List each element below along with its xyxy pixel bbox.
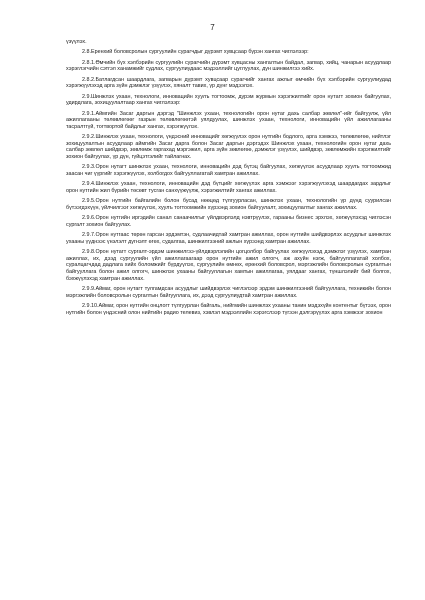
paragraph: 2.9.6.Орон нутгийн иргэдийн санал санаачилгыг үйлдвэрлэлд нэвтрүүлэх, гарааны бизнес эрхлэх, хөгжүүлэхэд чиглэсэн сургалт зохион байгуулах. bbox=[66, 215, 391, 228]
paragraph: 2.9.10.Аймаг, орон нутгийн онцлогт түлгуурлан байгаль, нийгмийн шинжлэх ухааны танин мэдэхүйн контентыг бүтээх, орон нутгийн болон үндэсний олон нийтийн радио телевиз, хэвлэл мэдээллийн хэрэгслээр түгээн дэлгэрүүлэх арга хэмжээг зохион bbox=[66, 302, 391, 316]
paragraph: 2.9.5.Орон нутгийн байгалийн болон бусад нөөцөд түлгуурласан, шинжлэх ухаан, технологийн үр дүнд суурилсан бүтээгдэхүүн, үйлчилгээг хөгжүүлэх, хуулъ тогтоомжийн хүрээнд зохион байгуулалт, зохицуулалтыг хангах ажиллах. bbox=[66, 198, 391, 211]
paragraph: 2.9.7.Орон нутгаас төрөн гарсан эрдэмтэн, судлаачидтай хамтран ажиллах, орон нутгийн шийдвэрлэх асуудлыг шинжлэх ухааны үүднээс үнэлэлт дүгнэлт өгөх, судалгаа, шинжилгээний ажлын хүрээнд хамтран ажиллах. bbox=[66, 232, 391, 245]
paragraph: 2.8.Еренхий боловсролын сургуулийн сурагчдыг дүрэмт хувцсаар бүрэн хангах чиглэлээр: bbox=[82, 49, 309, 56]
paragraph: 2.9.9.Аймаг, орон нутагт тулгамдсан асуудлыг шийдвэрлэх чиглэлээр эрдэм шинжилгээний байгууллага, техникийн болон мэргэжлийн боловсролын сургалтын байгууллага, их, дээд сургуулиудтай хамтран ажиллах. bbox=[66, 285, 391, 299]
paragraph: 2.9.3.Орон нутагт шинжлэх ухаан, технологи, инновацийн дэд бүтэц байгуулах, хөгжүүлэх асуудлаар хуулъ тогтоомжид заасан чиг үүргийг хэрэгжүүлэх, холбогдох байгууллагатай хамтран ажиллах. bbox=[66, 164, 391, 177]
paragraph: үзүүлэх. bbox=[66, 39, 87, 45]
paragraph: 2.9.2.Шинжлэх ухаан, технологи, үндэсний инновацийг хөгжүүлэх орон нутгийн бодлого, арга хэмжээ, төлөвлөгөө, нийтлэг зохицуулалтын асуудлаар аймгийн Засаг дарга болон Засаг даргын дэргэдэх Шинжлэх ухаан, технологийн орон нутаг дахь салбар зөвлөл шийдвэр, зөвлөмж гаргахад мэргэжил, арга зүйн зөвлөгөө, дэмжлэг үзүүлэх, шийдвэр, зөвлөмжийн хэрэгжилтийг зохион байгуулах, үр дүн, гүйцэтгэлийг тайлагнах. bbox=[66, 134, 391, 160]
paragraph: 2.8.2.Батлагдсан шаардлага, загварын дүрэмт хувцсаар сурагчийг хангах ажлыг өмчийн бүх хэлбэрийн сургуулиудад хэрэгжүүлэхэд арга зүйн дэмжлэг үзүүлэх, хяналт тавих, үр дүнг мэдээлэх. bbox=[66, 76, 391, 90]
page-number: 7 bbox=[210, 23, 215, 32]
paragraph: 2.9.1.Аймгийн Засаг даргын дэргэд "Шинжлэх ухаан, технологийн орон нутаг дахь салбар зөвлөл"-ийг байгуулж, үйл ажиллагааны төлөвлөгөөг газрын төлөвлөгөөтэй уялдуулах, шинжлэх ухаан, технологи, инновацийн үйл ажиллагааны тасралтгүй, тогтвортой байдлыг хангах, хэрэгжүүлэх. bbox=[66, 110, 391, 130]
paragraph: 2.9.Шинжлэх ухаан, технологи, инновацийн хуулъ тогтоомж, дүрэм журмын хэрэгжилтийг орон нутагт зохион байгуулах, удирдлага, зохицуулалтаар хангах чиглэлээр: bbox=[66, 93, 391, 107]
paragraph: 2.8.1.Өмчийн бүх хэлбэрийн сургуулийн сурагчийн дүрэмт хувцасны хангалтын байдал, загвар, хийц, чанарын асуудлаар хэрэглэгчийн сэтгэл ханамжийг судлах, сургуулиудаас мэдээллийг цуглуулах, дүн шинжилгээ хийх. bbox=[66, 59, 391, 73]
document-body bbox=[66, 39, 391, 316]
paragraph: 2.9.8.Орон нутагт сургалт-эрдэм шинжилгээ-үйлдвэрлэлийн цогцолбор байгуулах хөгжүүлэхэд дэмжлэг үзүүлэх, хамтран ажиллах, их, дээд сургуулийн үйл ажиллагаагаар орон нутгийн ажил олгогч, аж ахуйн нэгж, байгууллагатай холбох, суралцагчдад дадлага хийх боломжийг бүрдүүлэх, сургуулийн өмнөх, ерөнхий боловсрол, мэргэжлийн боловсролын сургалтын байгууллага болон ажил олгогч, шинжлэх ухааны байгууллагын хамтын ажиллагаа, уялдааг хангах, түншлэлийг бий болгох, бэхжүүлэхэд хамтран ажиллах. bbox=[66, 249, 391, 282]
paragraph: 2.9.4.Шинжлэх ухаан, технологи, инновацийн дэд бүтцийг хөгжүүлэх арга хэмжээг хэрэгжүүлэхэд шаардагдах зардлыг орон нутгийн жил бүрийн төсөвт тусган санхүүжүүлж, хэрэгжилтийг хангах ажиллах. bbox=[66, 181, 391, 194]
